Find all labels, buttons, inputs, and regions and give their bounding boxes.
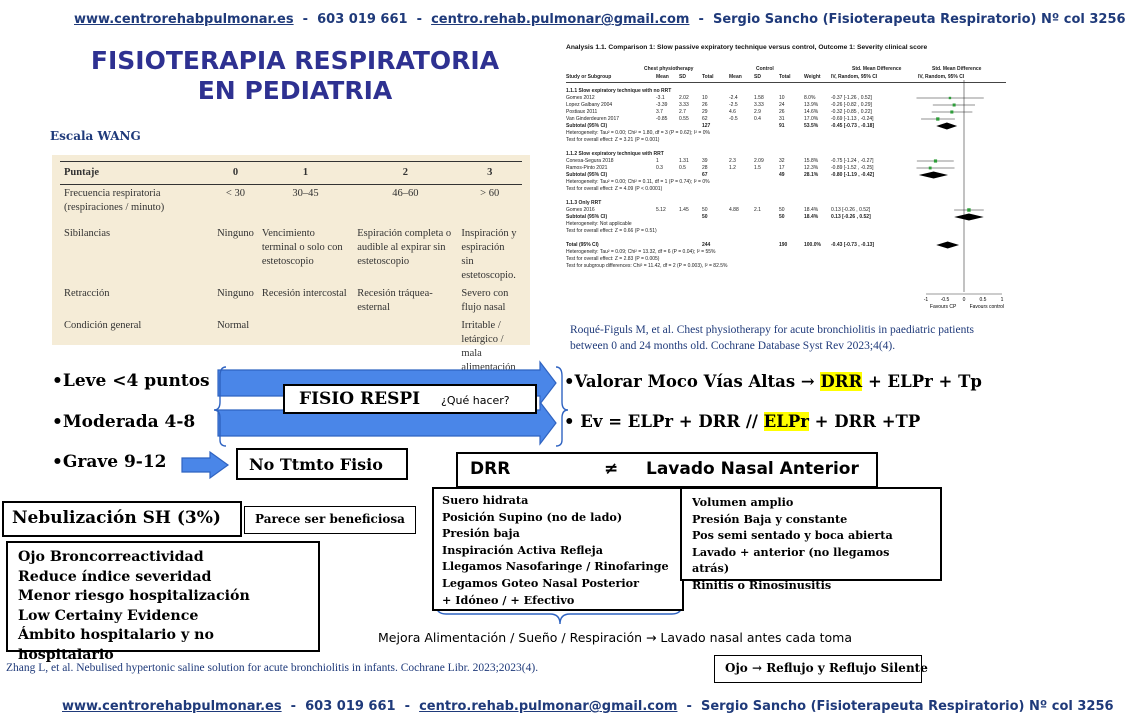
forest-cell: Gomes 2016 <box>566 207 595 213</box>
fisio-respi-box <box>283 384 537 414</box>
forest-cell: 24 <box>779 102 785 108</box>
forest-cell: -0.89 [-1.52 , -0.25] <box>831 165 874 171</box>
forest-cell: -3.39 <box>656 102 668 108</box>
forest-cell: 2.09 <box>754 158 764 164</box>
forest-cell: 31 <box>779 116 785 122</box>
forest-cell: 5.12 <box>656 207 666 213</box>
wang-cell: Recesión tráquea-esternal <box>357 287 433 313</box>
forest-cell: 1.31 <box>679 158 689 164</box>
forest-col-header: Mean <box>729 74 742 80</box>
forest-cell: Van Ginderdeuren 2017 <box>566 116 620 122</box>
drr-item: Legamos Goteo Nasal Posterior <box>442 575 640 590</box>
forest-cell: 3.7 <box>656 109 663 115</box>
neb-item: Menor riesgo hospitalización <box>18 588 250 605</box>
wang-cell: > 60 <box>480 188 500 199</box>
wang-cell: Vencimiento terminal o solo con estetoscopio <box>261 227 343 267</box>
forest-subtotal: Total (95% CI) <box>566 242 599 248</box>
forest-cell: 17 <box>779 165 785 171</box>
forest-note: Test for overall effect: Z = 0.66 (P = 0.51) <box>566 228 657 234</box>
wang-cell: 46–60 <box>392 188 419 199</box>
wang-cell: 30–45 <box>292 188 319 199</box>
forest-cell: 17.0% <box>804 116 819 122</box>
forest-subgroup-title: 1.1.2 Slow expiratory technique with RRT <box>566 151 664 157</box>
mejora-note: Mejora Alimentación / Sueño / Respiración → Lavado nasal antes cada toma <box>378 630 853 645</box>
forest-group-header: Chest physiotherapy <box>644 66 694 72</box>
wang-cell: Ninguno <box>217 227 254 239</box>
forest-cell: 26 <box>702 102 708 108</box>
forest-cell: -0.75 [-1.24 , -0.27] <box>831 158 874 164</box>
forest-col-header: Weight <box>804 74 821 80</box>
forest-title: Analysis 1.1. Comparison 1: Slow passive expiratory technique versus control, Outcome 1: Severity clinical score <box>566 44 928 51</box>
forest-note: Test for overall effect: Z = 4.09 (P < 0.0001) <box>566 186 663 192</box>
neb-item: Low Certainy Evidence <box>18 607 199 624</box>
forest-cell: 29 <box>702 109 708 115</box>
forest-subtotal: 0.13 [-0.26 , 0.52] <box>831 214 871 220</box>
forest-subgroup-title: 1.1.3 Only RRT <box>566 200 602 206</box>
drr-item: Suero hidrata <box>442 493 529 507</box>
forest-cell: 62 <box>702 116 708 122</box>
drr-item: Inspiración Activa Refleja <box>442 542 603 557</box>
citation-line: Roqué-Figuls M, et al. Chest physiotherapy for acute bronchiolitis in paediatric patients <box>570 324 975 336</box>
forest-cell: 32 <box>779 158 785 164</box>
forest-cell: 50 <box>779 207 785 213</box>
que-hacer-label: ¿Qué hacer? <box>441 394 510 407</box>
forest-cell: 2.7 <box>679 109 686 115</box>
wang-label: Escala WANG <box>50 129 141 143</box>
forest-note: Test for overall effect: Z = 2.83 (P = 0.005) <box>566 256 660 262</box>
forest-note: Heterogeneity: Tau² = 0.00; Chi² = 0.11, df = 1 (P = 0.74); I² = 0% <box>566 179 710 185</box>
forest-cell: 12.3% <box>804 165 819 171</box>
forest-note: Heterogeneity: Tau² = 0.00; Chi² = 1.80, df = 3 (P = 0.62); I² = 0% <box>566 130 710 136</box>
forest-tick-label: 0.5 <box>979 297 987 303</box>
forest-cell: 0.13 [-0.26 , 0.52] <box>831 207 871 213</box>
drr-item: + Idóneo / + Efectivo <box>442 592 575 607</box>
wang-cell: < 30 <box>225 188 245 199</box>
title-line-2: EN PEDIATRIA <box>197 76 393 105</box>
forest-subtotal: 91 <box>779 123 785 129</box>
lavado-item: Presión Baja y constante <box>692 511 848 526</box>
forest-favours-label: Favours CP <box>929 304 957 310</box>
forest-col-header: Total <box>702 74 714 80</box>
forest-favours-label: Favours control <box>969 304 1005 310</box>
drr-label: DRR <box>470 459 511 479</box>
forest-tick-label: -0.5 <box>940 297 950 303</box>
forest-cell: 15.8% <box>804 158 819 164</box>
forest-cell: 1.5 <box>754 165 761 171</box>
nebulizacion-list-box <box>6 541 320 663</box>
lavado-label: Lavado Nasal Anterior <box>646 459 859 479</box>
ojo-reflujo-label: Ojo → Reflujo y Reflujo Silente <box>725 661 928 675</box>
forest-cell: Conesa-Segura 2018 <box>566 158 614 164</box>
severity-leve: •Leve <4 puntos <box>52 371 210 391</box>
wang-cell: Irritable / letárgico / mala alimentación <box>461 319 516 373</box>
forest-subtotal: 50 <box>779 214 785 220</box>
ojo-reflujo-box <box>714 655 928 683</box>
right-line-1-tail: + ELPr + Tp <box>862 372 982 391</box>
forest-subtotal: Subtotal (95% CI) <box>566 123 608 129</box>
lavado-item: Volumen amplio <box>692 495 794 509</box>
forest-cell: 2.02 <box>679 95 689 101</box>
forest-cell: -2.4 <box>729 95 738 101</box>
forest-subtotal: -0.80 [-1.19 , -0.42] <box>831 172 875 178</box>
forest-cell: 2.9 <box>754 109 761 115</box>
bottom-footer: www.centrorehabpulmonar.es - 603 019 661 - centro.rehab.pulmonar@gmail.com - Sergio Sancho (Fisioterapeuta Respiratorio) Nº col 3256 <box>62 699 1114 714</box>
forest-col-header: IV, Random, 95% CI <box>918 74 965 80</box>
email-link[interactable]: centro.rehab.pulmonar@gmail.com <box>431 12 690 27</box>
forest-col-header: SD <box>679 74 686 80</box>
website-link[interactable]: www.centrorehabpulmonar.es <box>74 12 294 27</box>
forest-note: Test for subgroup differences: Chi² = 11.42, df = 2 (P = 0.003), I² = 82.5% <box>566 263 728 269</box>
forest-subgroup-title: 1.1.1 Slow expiratory technique with no RRT <box>566 88 672 94</box>
forest-cell: 26 <box>779 109 785 115</box>
author-credit: Sergio Sancho (Fisioterapeuta Respiratorio) Nº col 3256 <box>712 12 1126 27</box>
wang-col-header: 1 <box>258 162 353 185</box>
wang-cell: Severo con flujo nasal <box>461 287 509 313</box>
forest-tick-label: -1 <box>923 297 929 303</box>
right-line-2-tail: + DRR +TP <box>808 412 921 431</box>
forest-cell: -0.26 [-0.82 , 0.29] <box>831 102 872 108</box>
lavado-item: Lavado + anterior (no llegamos atrás) <box>692 544 890 576</box>
forest-subtotal: -0.43 [-0.73 , -0.13] <box>831 242 875 248</box>
forest-cell: -2.5 <box>729 102 738 108</box>
lavado-item: Pos semi sentado y boca abierta <box>692 528 893 543</box>
severity-moderada: •Moderada 4-8 <box>52 412 196 432</box>
wang-col-header: 3 <box>457 162 522 185</box>
arrow-right-icon: → <box>800 372 815 391</box>
forest-cell: 3.33 <box>679 102 689 108</box>
nebulizacion-title: Nebulización SH (3%) <box>12 508 221 528</box>
email-link[interactable]: centro.rehab.pulmonar@gmail.com <box>419 699 678 714</box>
neb-item: Reduce índice severidad <box>18 568 212 585</box>
phone-number: 603 019 661 <box>317 12 408 27</box>
not-equal-icon: ≠ <box>604 459 619 479</box>
forest-cell: 3.33 <box>754 102 764 108</box>
forest-tick-label: 0 <box>962 297 966 303</box>
drr-item: Llegamos Nasofaringe / Rinofaringe <box>442 559 669 574</box>
nebulizacion-box <box>2 501 242 537</box>
forest-cell: 4.6 <box>729 109 736 115</box>
forest-cell: 0.5 <box>679 165 686 171</box>
phone-number: 603 019 661 <box>305 699 396 714</box>
forest-subtotal: Subtotal (95% CI) <box>566 172 608 178</box>
forest-cell: 2.1 <box>754 207 761 213</box>
wang-cell: Sibilancias <box>64 227 111 239</box>
forest-group-header: Std. Mean Difference <box>932 66 982 72</box>
fisio-respi-label: FISIO RESPI <box>299 389 421 409</box>
wang-cell: Frecuencia respiratoria (respiraciones / minuto) <box>64 188 165 213</box>
drr-item: Presión baja <box>442 526 520 541</box>
forest-group-header: Std. Mean Difference <box>852 66 902 72</box>
no-ttmto-label: No Ttmto Fisio <box>249 455 383 474</box>
author-credit: Sergio Sancho (Fisioterapeuta Respiratorio) Nº col 3256 <box>700 699 1114 714</box>
forest-subtotal: 127 <box>702 123 711 129</box>
right-line-2 <box>564 412 920 431</box>
highlight-drr: DRR <box>820 372 863 391</box>
forest-cell: Ramos-Pinto 2021 <box>566 165 608 171</box>
right-line-2-text: • Ev = ELPr + DRR // <box>564 412 764 431</box>
forest-cell: 18.4% <box>804 207 819 213</box>
forest-subtotal: 28.1% <box>804 172 819 178</box>
wang-col-header: Puntaje <box>60 162 213 185</box>
forest-cell: Postiaux 2011 <box>566 109 598 115</box>
forest-cell: 14.6% <box>804 109 819 115</box>
lavado-item: Rinitis o Rinosinusitis <box>692 577 832 592</box>
no-ttmto-box <box>236 448 408 480</box>
forest-cell: 0.55 <box>679 116 689 122</box>
beneficiosa-box <box>244 506 416 534</box>
citation-zhang: Zhang L, et al. Nebulised hypertonic saline solution for acute bronchiolitis in infants. Cochrane Libr. 2023;2023(4). <box>6 662 539 674</box>
drr-item: Posición Supino (no de lado) <box>442 509 623 524</box>
forest-subtotal: 53.5% <box>804 123 819 129</box>
severity-grave: •Grave 9-12 <box>52 452 167 472</box>
forest-col-header: SD <box>754 74 761 80</box>
wang-cell: Condición general <box>64 319 142 331</box>
forest-cell: 28 <box>702 165 708 171</box>
neb-item: Ojo Broncorreactividad <box>18 549 204 565</box>
wang-cell: Recesión intercostal <box>261 287 347 299</box>
highlight-elpr: ELPr <box>763 412 809 431</box>
forest-subtotal: 49 <box>779 172 785 178</box>
neb-item: Ámbito hospitalario y no hospitalario <box>18 627 214 663</box>
forest-group-header: Control <box>756 66 774 72</box>
forest-subtotal: -0.45 [-0.73 , -0.18] <box>831 123 875 129</box>
forest-cell: 8.0% <box>804 95 816 101</box>
forest-cell: -0.37 [-1.26 , 0.52] <box>831 95 872 101</box>
drr-compare-box <box>456 452 878 488</box>
forest-cell: 0.4 <box>754 116 761 122</box>
wang-col-header: 0 <box>213 162 258 185</box>
forest-subtotal: 100.0% <box>804 242 821 248</box>
forest-cell: 50 <box>702 207 708 213</box>
forest-col-header: IV, Random, 95% CI <box>831 74 878 80</box>
forest-col-header: Total <box>779 74 791 80</box>
wang-cell: Retracción <box>64 287 110 299</box>
wang-cell: Inspiración y espiración sin estetoscopio. <box>461 227 517 281</box>
forest-cell: 1.2 <box>729 165 736 171</box>
forest-note: Test for overall effect: Z = 3.21 (P = 0.001) <box>566 137 660 143</box>
drr-list-box <box>432 487 684 611</box>
forest-cell: -0.85 <box>656 116 668 122</box>
forest-cell: Lopez Galbany 2004 <box>566 102 613 108</box>
forest-col-header: Study or Subgroup <box>566 74 612 80</box>
forest-subtotal: 190 <box>779 242 788 248</box>
forest-cell: -0.69 [-1.13 , -0.24] <box>831 116 874 122</box>
forest-cell: 10 <box>779 95 785 101</box>
lavado-list-box <box>680 487 942 592</box>
beneficiosa-note: Parece ser beneficiosa <box>255 512 405 526</box>
title-line-1: FISIOTERAPIA RESPIRATORIA <box>90 46 500 75</box>
forest-col-header: Mean <box>656 74 669 80</box>
right-line-1 <box>564 372 982 391</box>
wang-cell: Ninguno <box>217 287 254 299</box>
forest-cell: -0.5 <box>729 116 738 122</box>
forest-subtotal: Subtotal (95% CI) <box>566 214 608 220</box>
forest-cell: 2.3 <box>729 158 736 164</box>
wang-cell: Normal <box>217 319 250 331</box>
forest-note: Heterogeneity: Tau² = 0.09; Chi² = 13.32, df = 6 (P = 0.04); I² = 55% <box>566 249 716 255</box>
forest-cell: 1.45 <box>679 207 689 213</box>
forest-note: Heterogeneity: Not applicable <box>566 221 632 227</box>
forest-subtotal: 18.4% <box>804 214 819 220</box>
website-link[interactable]: www.centrorehabpulmonar.es <box>62 699 282 714</box>
forest-subtotal: 244 <box>702 242 711 248</box>
forest-cell: 13.9% <box>804 102 819 108</box>
forest-cell: 1 <box>656 158 659 164</box>
top-header: www.centrorehabpulmonar.es - 603 019 661 - centro.rehab.pulmonar@gmail.com - Sergio Sancho (Fisioterapeuta Respiratorio) Nº col 3256 <box>74 12 1126 27</box>
forest-cell: 10 <box>702 95 708 101</box>
forest-cell: 4.88 <box>729 207 739 213</box>
right-line-1-text: •Valorar Moco Vías Altas <box>564 372 801 391</box>
forest-cell: -0.32 [-0.85 , 0.22] <box>831 109 872 115</box>
forest-cell: 0.3 <box>656 165 663 171</box>
forest-subtotal: 67 <box>702 172 708 178</box>
arrow-grave <box>182 452 228 478</box>
forest-cell: Gomes 2012 <box>566 95 595 101</box>
forest-tick-label: 1 <box>1000 297 1004 303</box>
forest-subtotal: 50 <box>702 214 708 220</box>
wang-col-header: 2 <box>353 162 457 185</box>
forest-cell: 39 <box>702 158 708 164</box>
citation-line: between 0 and 24 months old. Cochrane Database Syst Rev 2023;4(4). <box>570 340 896 352</box>
forest-cell: 1.58 <box>754 95 764 101</box>
forest-cell: -3.1 <box>656 95 665 101</box>
wang-cell: Espiración completa o audible al expirar sin estetoscopio <box>357 227 452 267</box>
